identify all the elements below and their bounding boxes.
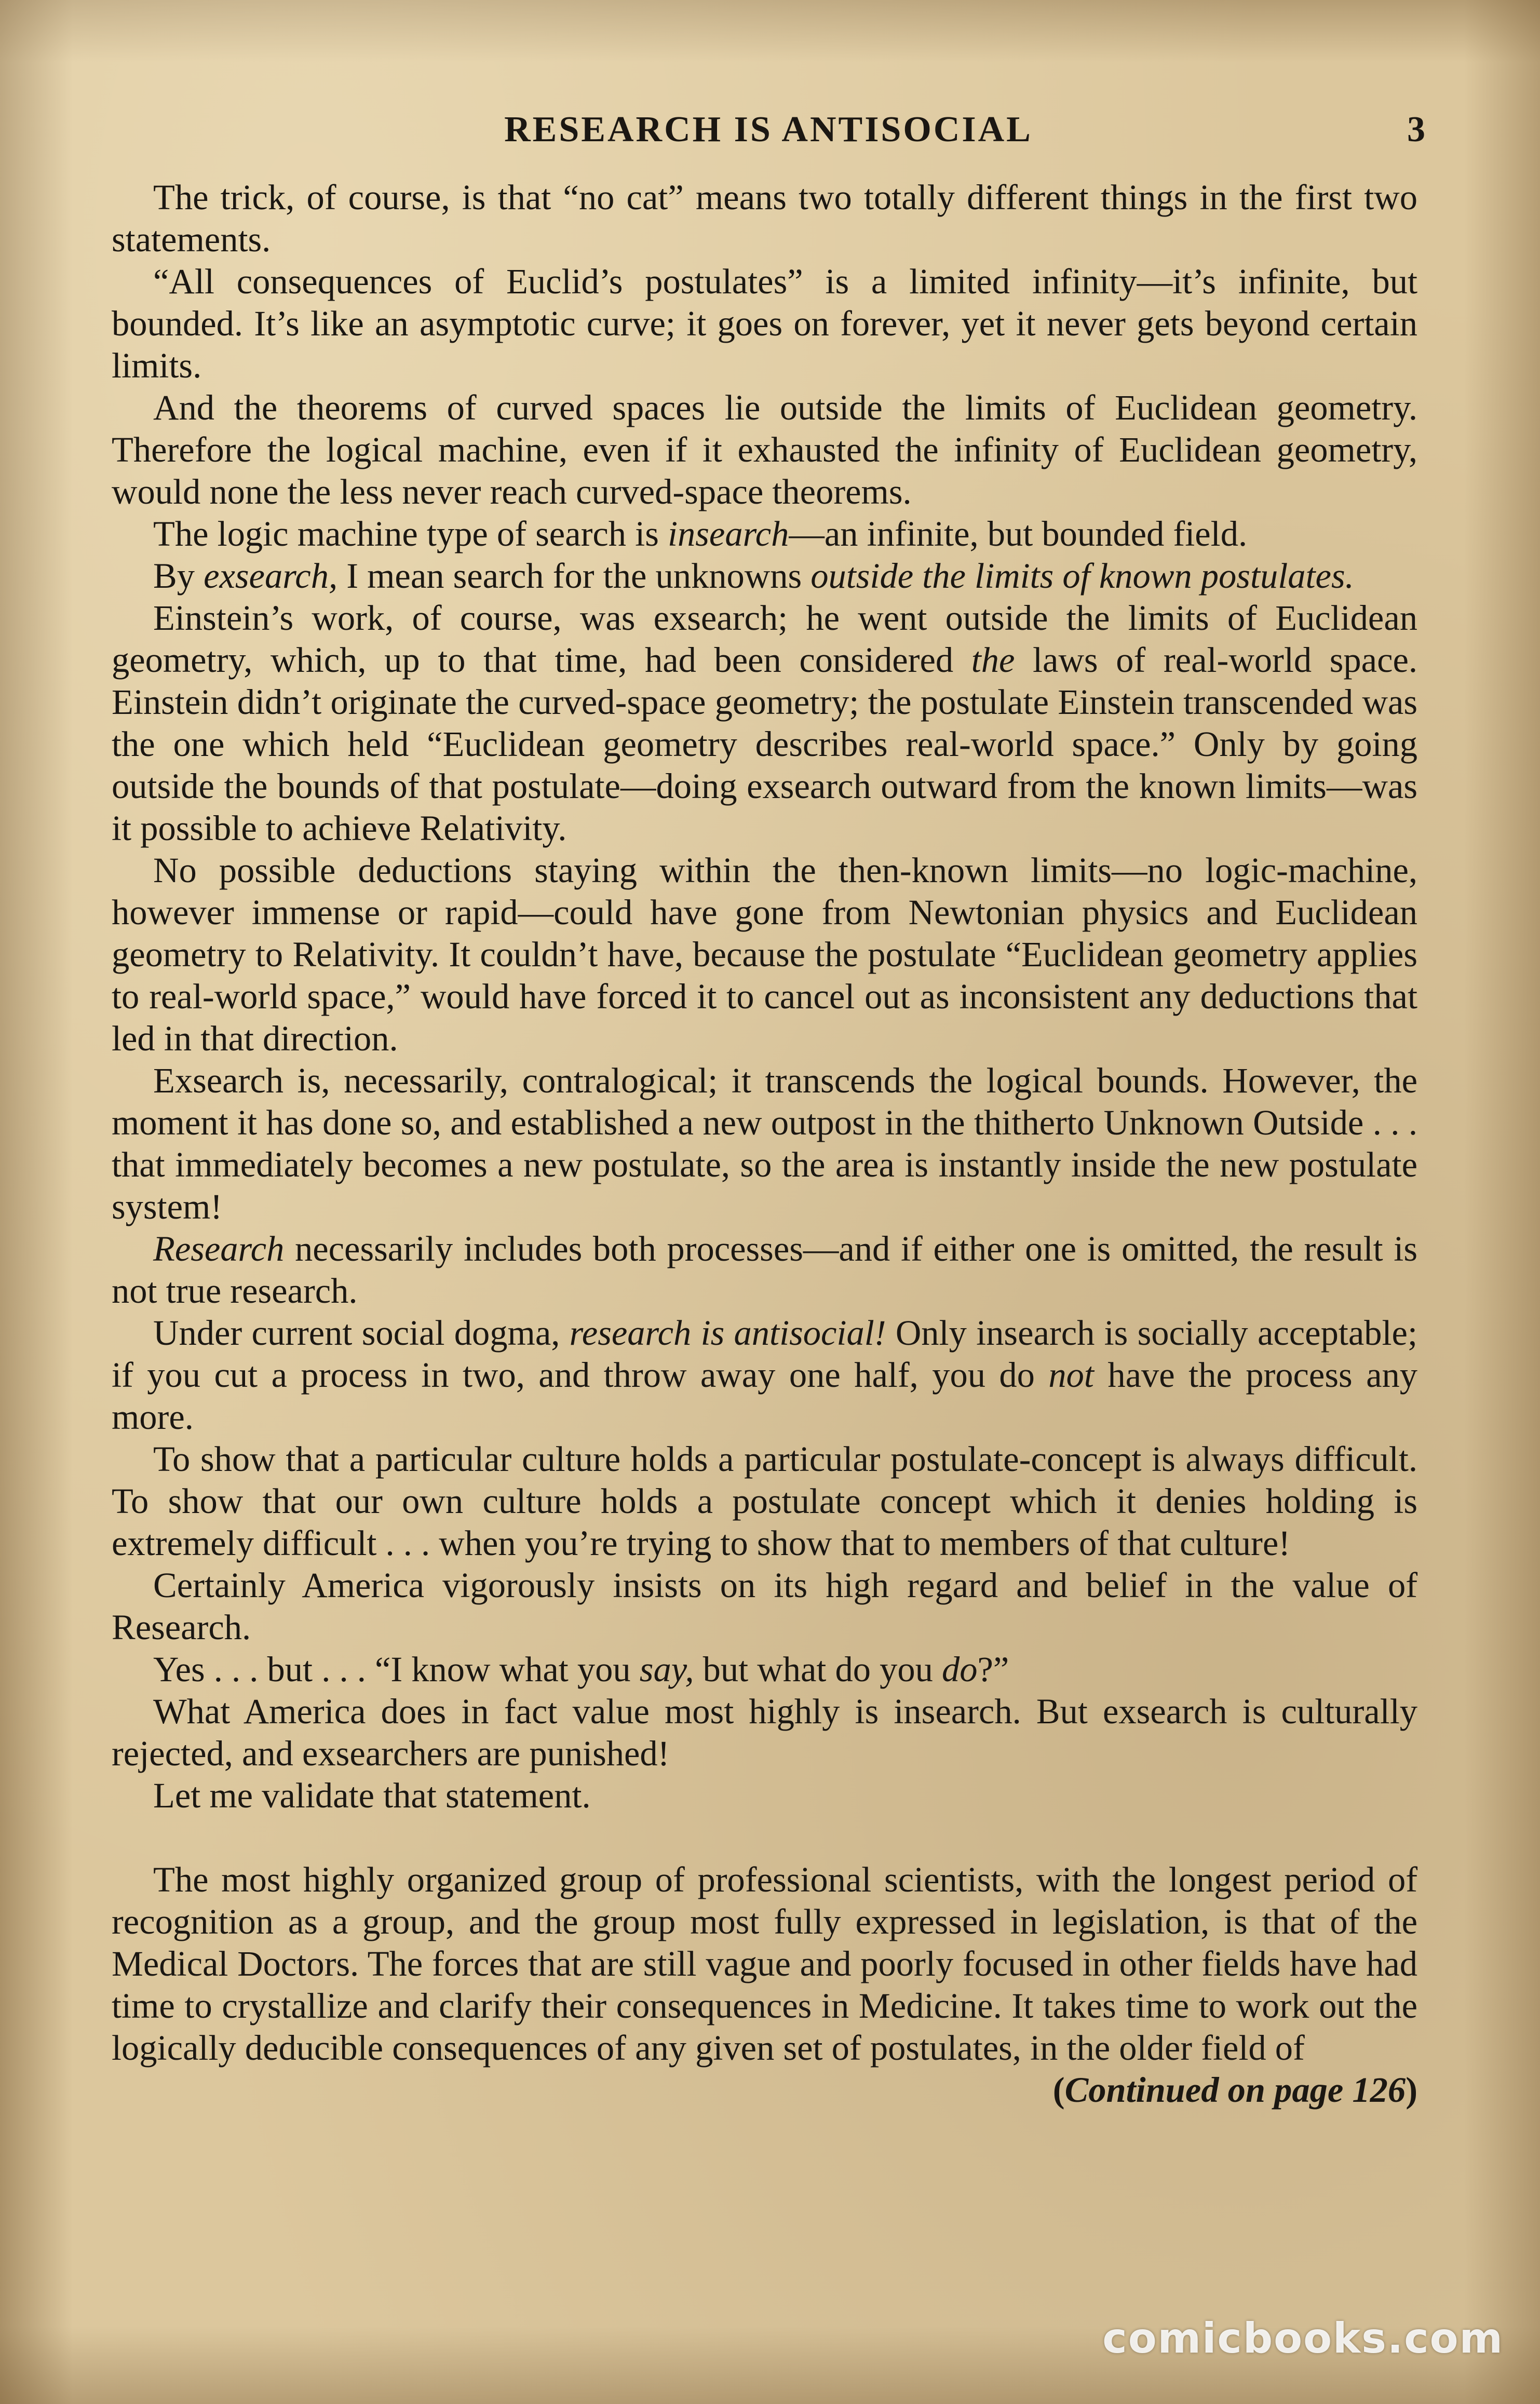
watermark: comicbooks.com bbox=[1102, 2314, 1504, 2362]
italic-run: outside the limits of known postulates. bbox=[810, 556, 1354, 596]
paragraph bbox=[112, 849, 1417, 1060]
italic-run: research is antisocial! bbox=[569, 1313, 886, 1353]
running-head bbox=[112, 106, 1425, 153]
italic-run: insearch bbox=[667, 514, 789, 553]
paragraph bbox=[112, 261, 1417, 387]
continued-note bbox=[112, 2069, 1417, 2111]
text-run: I mean search for the unknowns bbox=[337, 556, 811, 596]
text-run: The trick, of course, is that “no cat” means two totally different things in the first two statements. bbox=[112, 178, 1417, 259]
paragraph bbox=[112, 1564, 1417, 1649]
paragraph bbox=[112, 1312, 1417, 1438]
italic-run: say, bbox=[639, 1650, 694, 1689]
text-run: Certainly America vigorously insists on its high regard and belief in the value of Research. bbox=[112, 1565, 1417, 1647]
text-run: What America does in fact value most highly is insearch. But exsearch is culturally rejected, and exsearchers are punished! bbox=[112, 1692, 1417, 1773]
text-run: The most highly organized group of professional scientists, with the longest period of recognition as a group, and the group most fully expressed in legislation, is that of the Medical Doctors. The forces that are still vague and poorly focused in other fields have had time to crystallize and clarify their consequences in Medicine. It takes time to work out the logically deducible consequences of any given set of postulates, in the older field of bbox=[112, 1860, 1417, 2068]
text-run: “All consequences of Euclid’s postulates” is a limited infinity—it’s infinite, but bounded. It’s like an asymptotic curve; it goes on forever, yet it never gets beyond certain limits. bbox=[112, 262, 1417, 385]
text-run: Under current social dogma, bbox=[153, 1313, 570, 1353]
italic-run: exsearch, bbox=[204, 556, 338, 596]
text-run: Only insearch is socially acceptable; if you cut a process in two, and throw away one half, you do bbox=[112, 1313, 1417, 1395]
text-run: Yes . . . but . . . “I know what you bbox=[153, 1650, 640, 1689]
paragraph bbox=[112, 1060, 1417, 1228]
paragraph bbox=[112, 1438, 1417, 1564]
text-run: By bbox=[153, 556, 204, 596]
text-run: —an infinite, but bounded field. bbox=[789, 514, 1248, 553]
italic-run: do bbox=[942, 1650, 978, 1689]
paragraph bbox=[112, 555, 1417, 597]
paragraph bbox=[112, 1649, 1417, 1691]
text-run: The logic machine type of search is bbox=[153, 514, 668, 553]
paragraph bbox=[112, 1228, 1417, 1312]
text-run: but what do you bbox=[694, 1650, 942, 1689]
italic-run: Research bbox=[153, 1229, 285, 1268]
text-run: No possible deductions staying within the then-known limits—no logic-machine, however immense or rapid—could have gone from Newtonian physics and Euclidean geometry to Relativity. It couldn’t have, because the postulate “Euclidean geometry applies to real-world space,” would have forced it to cancel out as inconsistent any deductions that led in that direction. bbox=[112, 850, 1417, 1058]
text-run: Exsearch is, necessarily, contralogical; it transcends the logical bounds. However, the moment it has done so, and established a new outpost in the thitherto Unknown Outside . . . that immediately becomes a new postulate, so the area is instantly inside the new postulate system! bbox=[112, 1061, 1417, 1226]
text-run: necessarily includes both processes—and if either one is omitted, the result is not true research. bbox=[112, 1229, 1417, 1311]
paragraph bbox=[112, 387, 1417, 513]
italic-run: not bbox=[1048, 1355, 1094, 1395]
text-run: have the process any more. bbox=[112, 1355, 1417, 1437]
paragraph bbox=[112, 1859, 1417, 2069]
continued-label: Continued on page 126 bbox=[1064, 2070, 1406, 2110]
text-run: Let me validate that statement. bbox=[153, 1776, 591, 1815]
text-run: ?” bbox=[977, 1650, 1009, 1689]
italic-run: the bbox=[971, 640, 1015, 680]
text-run: Einstein’s work, of course, was exsearch; he went outside the limits of Euclidean geometry, which, up to that time, had been considered bbox=[112, 598, 1417, 680]
paragraph bbox=[112, 1775, 1417, 1817]
text-run: And the theorems of curved spaces lie outside the limits of Euclidean geometry. Therefore the logical machine, even if it exhausted the infinity of Euclidean geometry, would none the less never reach curved-space theorems. bbox=[112, 388, 1417, 511]
text-run: laws of real-world space. Einstein didn’t originate the curved-space geometry; the postulate Einstein transcended was the one which held “Euclidean geometry describes real-world space.” Only by going outside the bounds of that postulate—doing exsearch outward from the known limits—was it possible to achieve Relativity. bbox=[112, 640, 1417, 848]
page-number: 3 bbox=[1407, 110, 1425, 150]
paragraph bbox=[112, 177, 1417, 261]
text-run: To show that a particular culture holds a particular postulate-concept is always difficult. To show that our own culture holds a postulate concept which it denies holding is extremely difficult . . . when you’re trying to show that to members of that culture! bbox=[112, 1439, 1417, 1563]
paragraph bbox=[112, 597, 1417, 849]
article-body bbox=[112, 177, 1417, 2111]
continued-open-paren: ( bbox=[1052, 2070, 1065, 2110]
paragraph bbox=[112, 1691, 1417, 1775]
paragraph bbox=[112, 513, 1417, 555]
running-title: RESEARCH IS ANTISOCIAL bbox=[504, 110, 1033, 150]
continued-close-paren: ) bbox=[1406, 2070, 1417, 2110]
